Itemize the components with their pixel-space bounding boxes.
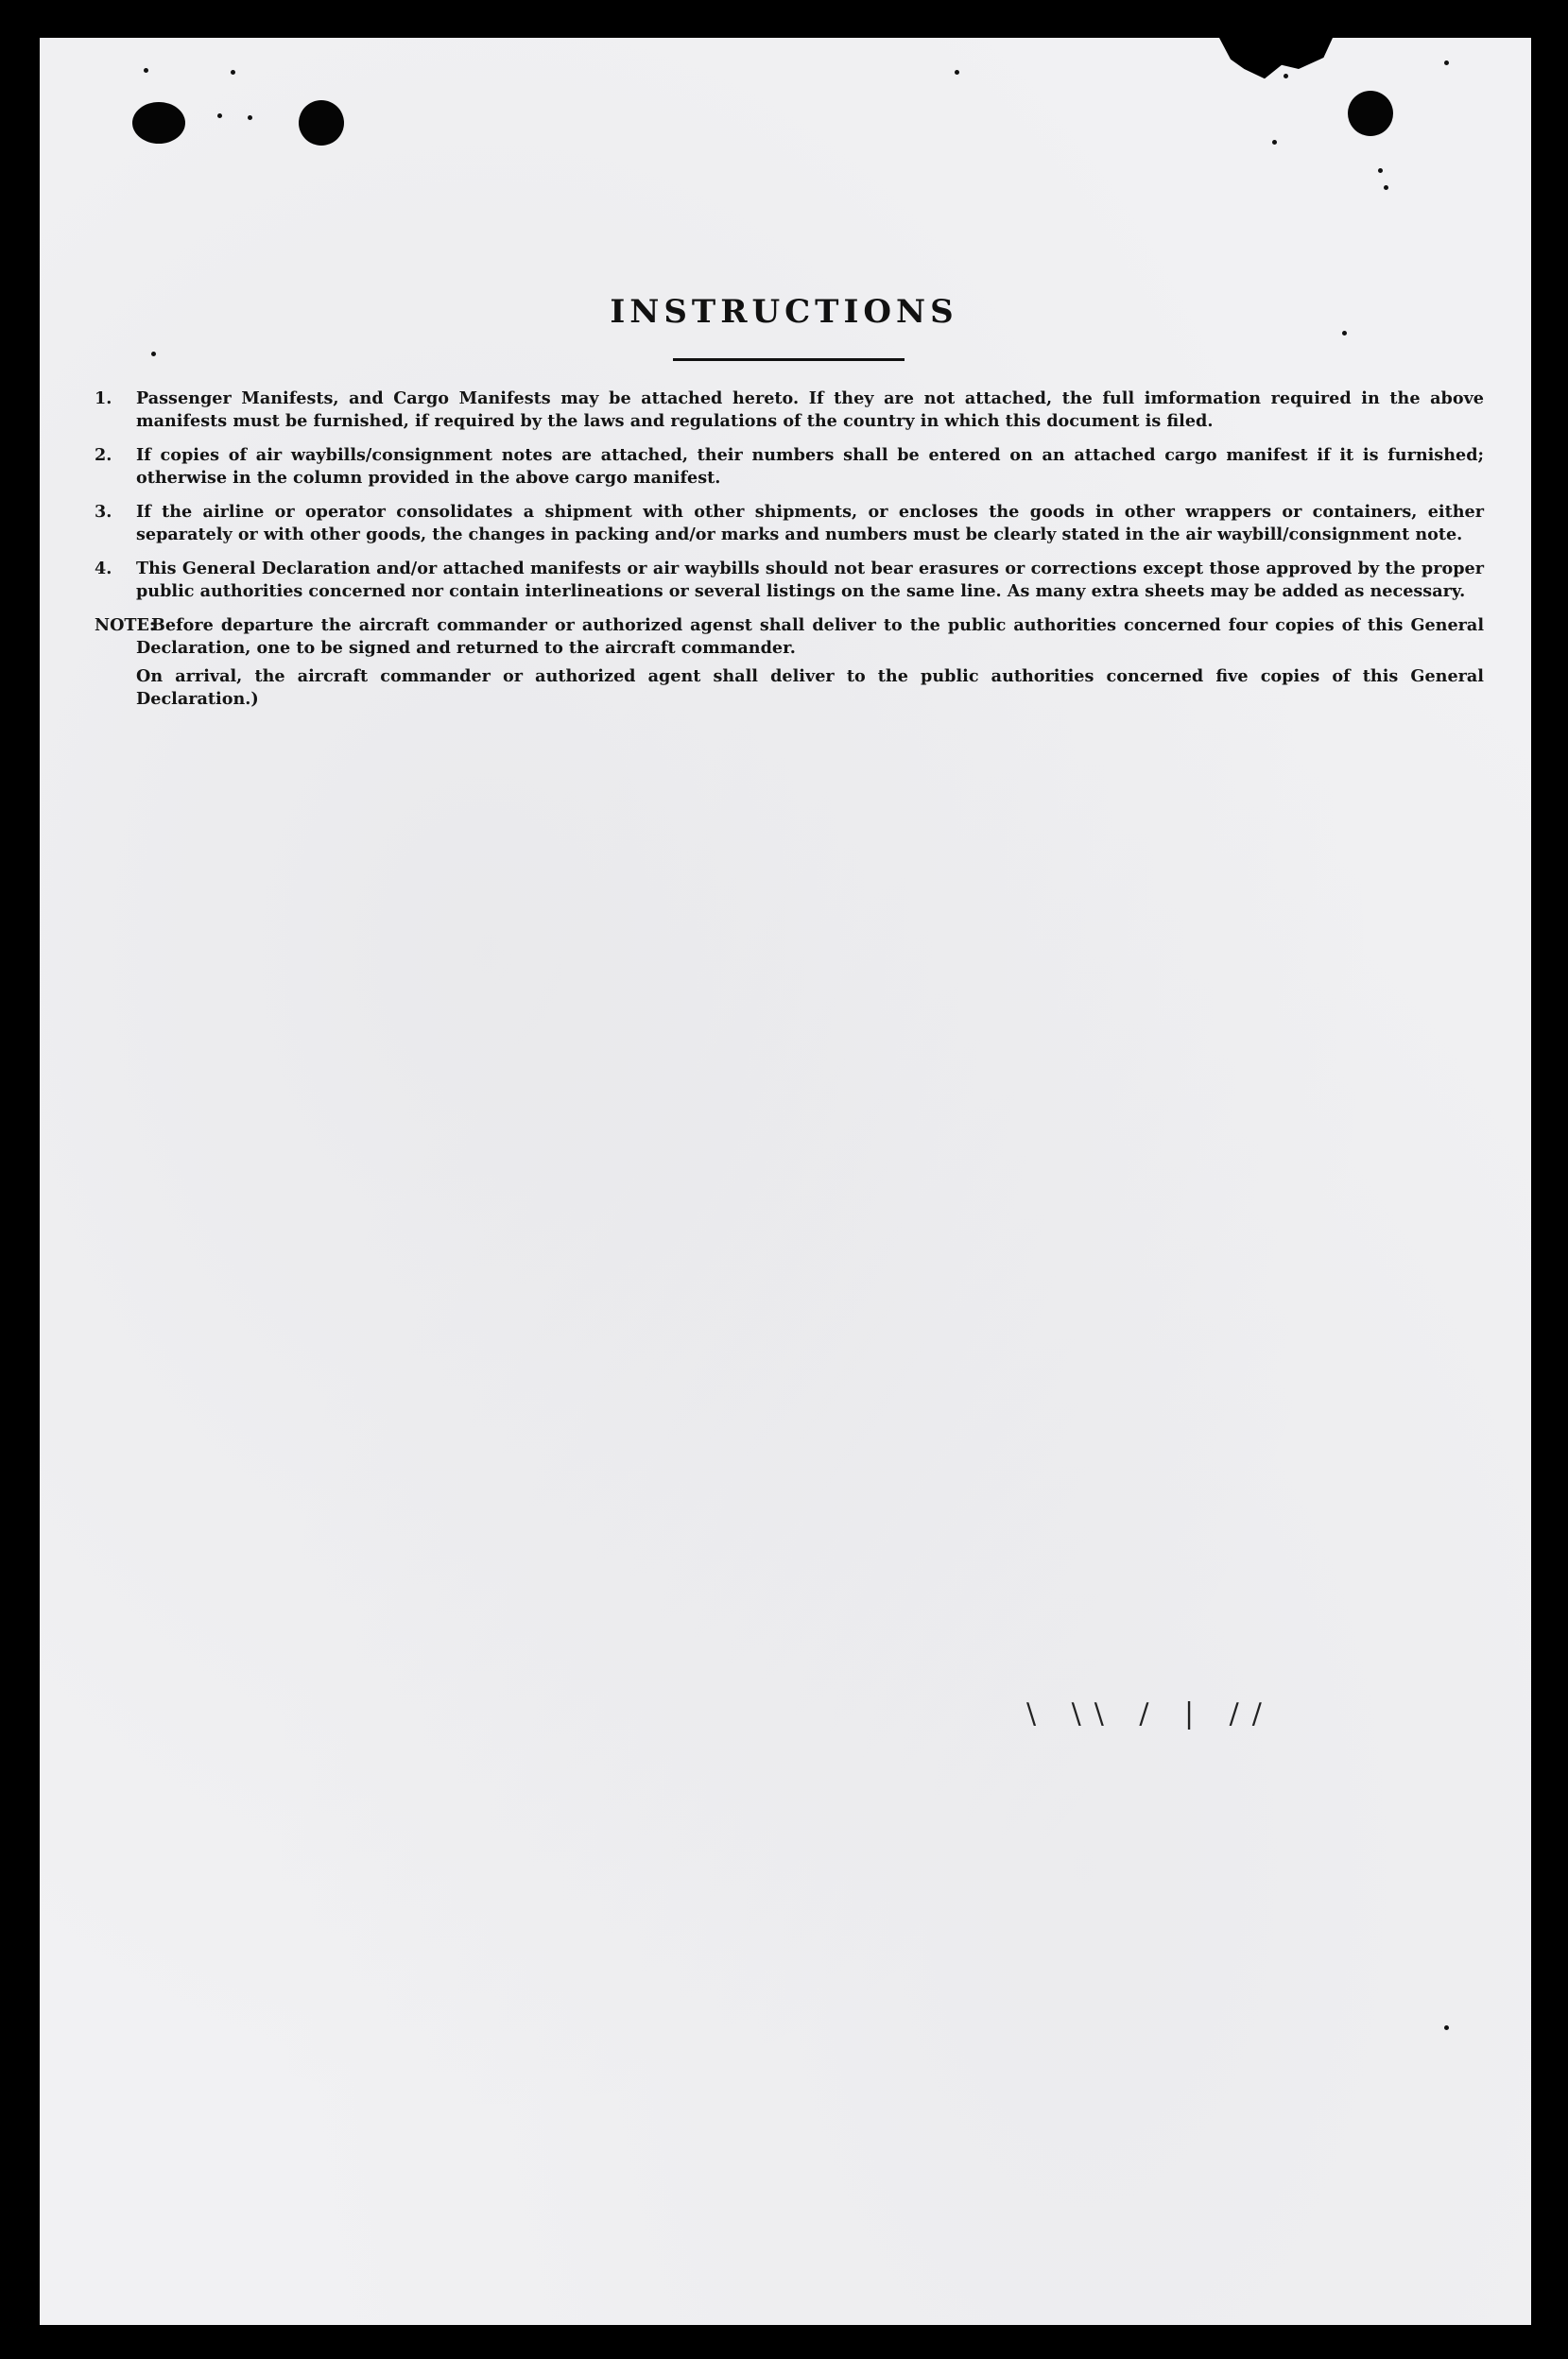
speck — [151, 352, 156, 356]
speck — [217, 113, 222, 118]
item-text: This General Declaration and/or attached manifests or air waybills should not bear erasures or corrections except those approved by the proper public authorities concerned nor contain interlineations or several listings on the same line. As many extra sheets may be added as necessary. — [136, 559, 1484, 601]
punch-hole-left — [299, 100, 344, 146]
handwritten-marks: \ \\ / | // — [1026, 1697, 1275, 1731]
instruction-item — [95, 387, 1484, 433]
speck — [248, 115, 252, 120]
speck — [1342, 331, 1347, 336]
instruction-item — [95, 501, 1484, 546]
speck — [144, 68, 148, 73]
speck — [1378, 168, 1383, 173]
item-number: 4. — [95, 559, 112, 578]
note-section — [95, 614, 1484, 716]
item-number: 2. — [95, 445, 112, 465]
item-text: Passenger Manifests, and Cargo Manifests may be attached hereto. If they are not attached, the full imformation required in the above manifests must be furnished, if required by the laws and regulations of the country in which this document is filed. — [136, 388, 1484, 431]
speck — [1284, 74, 1288, 78]
speck — [1444, 60, 1449, 65]
speck — [1384, 185, 1388, 190]
item-number: 3. — [95, 502, 112, 522]
punch-hole-right — [1348, 91, 1393, 136]
note-departure-text: Before departure the aircraft commander or authorized agenst shall deliver to the public authorities concerned four copies of this General Declaration, one to be signed and returned to the aircraft commander. — [136, 615, 1484, 658]
instructions-list — [95, 387, 1484, 716]
item-text: If copies of air waybills/consignment notes are attached, their numbers shall be entered on an attached cargo manifest if it is furnished; otherwise in the column provided in the above cargo manifest. — [136, 445, 1484, 488]
instruction-item — [95, 444, 1484, 490]
item-number: 1. — [95, 388, 112, 408]
page-title: INSTRUCTIONS — [610, 293, 958, 331]
speck — [231, 70, 235, 75]
note-arrival-text: On arrival, the aircraft commander or authorized agent shall deliver to the public authorities concerned five copies of this General Declaration.) — [136, 666, 1484, 709]
title-underline — [673, 358, 905, 361]
note-label: NOTE: — [95, 615, 156, 635]
note-body — [136, 614, 1484, 716]
speck — [1272, 140, 1277, 145]
speck — [955, 70, 959, 75]
punch-hole-left-outer — [132, 102, 185, 144]
speck — [1444, 2025, 1449, 2030]
document-page — [40, 38, 1531, 2325]
item-text: If the airline or operator consolidates a shipment with other shipments, or encloses the goods in other wrappers or containers, either separately or with other goods, the changes in packing and/or marks and numbers must be clearly stated in the air waybill/consignment note. — [136, 502, 1484, 544]
instruction-item — [95, 558, 1484, 603]
